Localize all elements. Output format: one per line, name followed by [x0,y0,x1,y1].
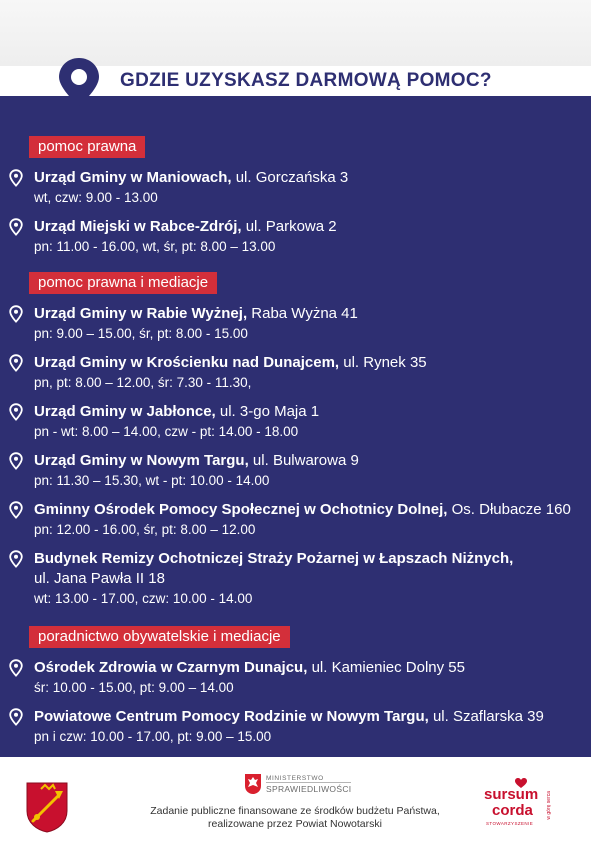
location-entry [0,707,591,746]
location-name: Powiatowe Centrum Pomocy Rodzinie w Nowym Targu, [34,708,429,725]
location-name: Urząd Gminy w Krościenku nad Dunajcem, [34,354,340,371]
location-entry [0,217,591,256]
footer [0,757,591,841]
section-tag: pomoc prawna [29,136,145,158]
location-name: Urząd Gminy w Jabłonce, [34,403,216,420]
location-address: ul. Szaflarska 39 [428,708,544,725]
location-name: Gminny Ośrodek Pomocy Społecznej w Ochotnicy Dolnej, [34,501,448,518]
eagle-emblem-icon [244,773,262,795]
location-line [34,549,591,569]
location-line [34,168,591,188]
location-pin-icon [9,354,23,372]
opening-hours: pn: 11.00 - 16.00, wt, śr, pt: 8.00 – 13.00 [34,239,276,254]
location-pin-icon [9,550,23,568]
funding-line1: Zadanie publiczne finansowane ze środków budżetu Państwa, [150,805,440,817]
location-address-line [34,569,591,589]
section-tag: poradnictwo obywatelskie i mediacje [29,626,290,648]
section [0,272,591,608]
location-address: ul. Bulwarowa 9 [248,452,359,469]
location-name: Urząd Gminy w Nowym Targu, [34,452,249,469]
sursum-corda-logo [484,777,564,835]
location-pin-icon [9,305,23,323]
location-address: ul. Kamieniec Dolny 55 [307,659,465,676]
location-pin-icon [9,218,23,236]
location-name: Urząd Gminy w Maniowach, [34,169,232,186]
location-entry [0,353,591,392]
page-title: GDZIE UZYSKASZ DARMOWĄ POMOC? [120,70,492,91]
location-address: Os. Dłubacze 160 [447,501,571,518]
opening-hours: wt, czw: 9.00 - 13.00 [34,190,158,205]
corda-word: corda [492,802,533,819]
location-line [34,304,591,324]
location-address: Raba Wyżna 41 [247,305,358,322]
ministry-line1: MINISTERSTWO [266,775,324,782]
location-line [34,500,591,520]
location-name: Urząd Miejski w Rabce-Zdrój, [34,218,242,235]
opening-hours: pn, pt: 8.00 – 12.00, śr: 7.30 - 11.30, [34,375,252,390]
location-entry [0,451,591,490]
coat-of-arms-icon [25,781,69,833]
association-label: STOWARZYSZENIE [486,821,534,826]
opening-hours: pn i czw: 10.00 - 17.00, pt: 9.00 – 15.00 [34,729,272,744]
location-pin-icon [9,169,23,187]
location-address: ul. Parkowa 2 [241,218,337,235]
location-pin-icon [9,708,23,726]
location-line [34,658,591,678]
sursum-word: sursum [484,786,539,803]
funding-note [120,805,470,831]
location-entry [0,658,591,697]
opening-hours: śr: 10.00 - 15.00, pt: 9.00 – 14.00 [34,680,234,695]
location-pin-icon [9,659,23,677]
ministry-line2: SPRAWIEDLIWOŚCI [266,784,352,794]
location-pin-icon [9,403,23,421]
locations-list [0,136,591,746]
location-line [34,402,591,422]
location-entry [0,549,591,608]
location-name: Budynek Remizy Ochotniczej Straży Pożarnej w Łapszach Niżnych, [34,550,514,567]
location-address: ul. Rynek 35 [339,354,427,371]
location-line [34,353,591,373]
section [0,136,591,256]
location-entry [0,500,591,539]
location-address: ul. Gorczańska 3 [231,169,349,186]
funding-line2: realizowane przez Powiat Nowotarski [208,818,382,830]
location-pin-icon [56,56,102,108]
opening-hours: pn: 9.00 – 15.00, śr, pt: 8.00 - 15.00 [34,326,248,341]
location-line [34,451,591,471]
location-name: Urząd Gminy w Rabie Wyżnej, [34,305,248,322]
opening-hours: pn: 11.30 – 15.30, wt - pt: 10.00 - 14.00 [34,473,270,488]
location-entry [0,402,591,441]
location-entry [0,168,591,207]
opening-hours: pn: 12.00 - 16.00, śr, pt: 8.00 – 12.00 [34,522,256,537]
opening-hours: wt: 13.00 - 17.00, czw: 10.00 - 14.00 [34,591,253,606]
location-address: ul. 3-go Maja 1 [215,403,320,420]
motto-label: w górę serca [546,791,552,820]
section [0,626,591,746]
opening-hours: pn - wt: 8.00 – 14.00, czw - pt: 14.00 - 18.00 [34,424,299,439]
ministry-logo [244,773,364,795]
location-entry [0,304,591,343]
location-name: Ośrodek Zdrowia w Czarnym Dunajcu, [34,659,308,676]
location-address: ul. Jana Pawła II 18 [34,570,165,587]
location-pin-icon [9,501,23,519]
location-line [34,217,591,237]
section-tag: pomoc prawna i mediacje [29,272,217,294]
location-line [34,707,591,727]
location-pin-icon [9,452,23,470]
